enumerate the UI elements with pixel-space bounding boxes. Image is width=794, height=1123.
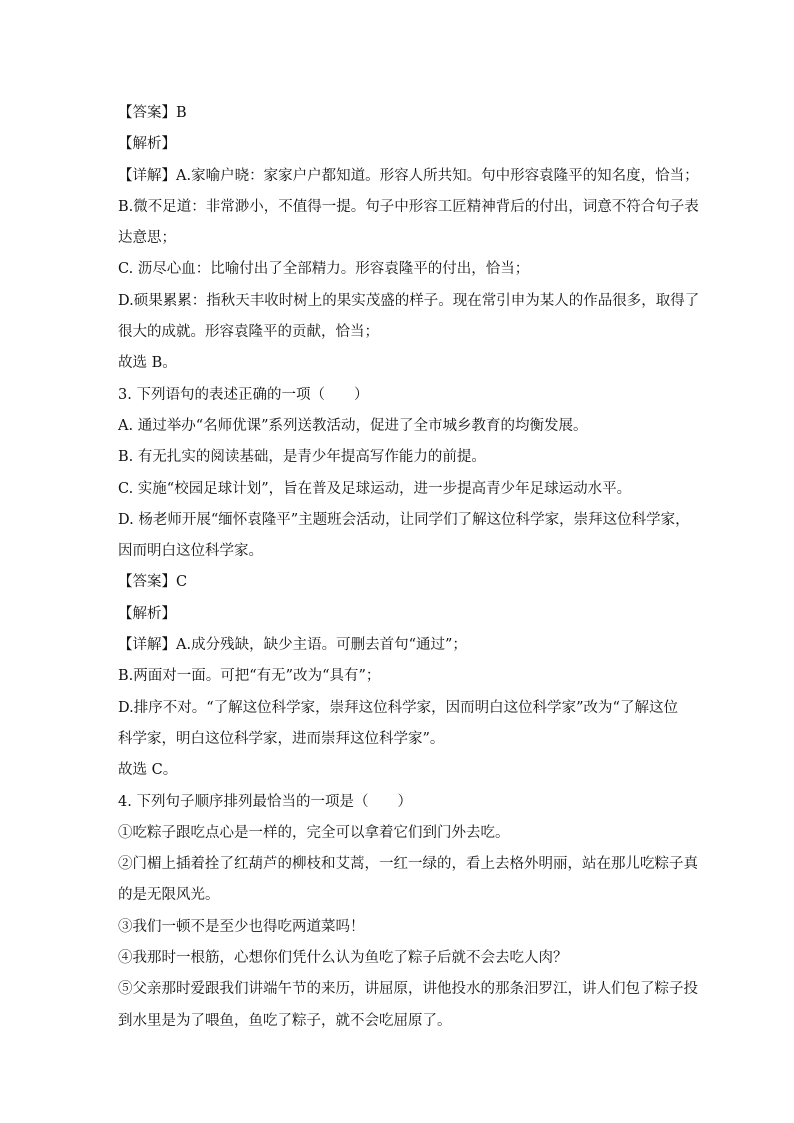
question-4-stem: 4. 下列句子顺序排列最恰当的一项是（ ） — [118, 793, 412, 810]
detail-line: C. 沥尽心血：比喻付出了全部精力。形容袁隆平的付出，恰当； — [118, 261, 530, 278]
sentence-line: 到水里是为了喂鱼，鱼吃了粽子，就不会吃屈原了。 — [118, 1012, 452, 1029]
option-line: A. 通过举办“名师优课”系列送教活动，促进了全市城乡教育的均衡发展。 — [118, 417, 588, 434]
detail-line: B.两面对一面。可把“有无”改为“具有”； — [118, 668, 381, 685]
detail-line: D.排序不对。“了解这位科学家，崇拜这位科学家，因而明白这位科学家”改为“了解这位 — [118, 699, 678, 716]
option-line: B. 有无扎实的阅读基础，是青少年提高写作能力的前提。 — [118, 449, 486, 466]
answer-line-q2: 【答案】B — [118, 105, 187, 121]
conclusion-line: 故选 B。 — [118, 355, 177, 372]
option-line: 因而明白这位科学家。 — [118, 543, 263, 560]
sentence-line: ④我那时一根筋，心想你们凭什么认为鱼吃了粽子后就不会去吃人肉？ — [118, 950, 568, 967]
sentence-line: ⑤父亲那时爱跟我们讲端午节的来历，讲屈原，讲他投水的那条汨罗江，讲人们包了粽子投 — [118, 981, 698, 998]
question-3-stem: 3. 下列语句的表述正确的一项（ ） — [118, 386, 369, 403]
detail-line: D.硕果累累：指秋天丰收时树上的果实茂盛的样子。现在常引申为某人的作品很多，取得了 — [118, 292, 700, 309]
sentence-line: ①吃粽子跟吃点心是一样的，完全可以拿着它们到门外去吃。 — [118, 824, 510, 841]
conclusion-line: 故选 C。 — [118, 762, 178, 779]
document-page — [118, 98, 700, 1037]
detail-line: 很大的成就。形容袁隆平的贡献，恰当； — [118, 324, 379, 341]
sentence-line: ③我们一顿不是至少也得吃两道菜吗！ — [118, 918, 365, 935]
option-line: C. 实施“校园足球计划”，旨在普及足球运动，进一步提高青少年足球运动水平。 — [118, 480, 632, 497]
sentence-line: 的是无限风光。 — [118, 887, 220, 904]
sentence-line: ②门楣上插着拴了红葫芦的柳枝和艾蒿，一红一绿的，看上去格外明丽，站在那儿吃粽子真 — [118, 856, 698, 873]
detail-line: 【详解】A.成分残缺，缺少主语。可删去首句“通过”； — [118, 637, 467, 654]
detail-line: 达意思； — [118, 230, 176, 247]
answer-line-q3: 【答案】C — [118, 574, 188, 591]
analysis-heading-q3: 【解析】 — [118, 605, 176, 622]
detail-line: B.微不足道：非常渺小，不值得一提。句子中形容工匠精神背后的付出，词意不符合句子表 — [118, 198, 699, 215]
option-line: D. 杨老师开展“缅怀袁隆平”主题班会活动，让同学们了解这位科学家，崇拜这位科学家， — [118, 511, 690, 528]
detail-line: 科学家，明白这位科学家，进而崇拜这位科学家”。 — [118, 730, 445, 747]
detail-line: 【详解】A.家喻户晓：家家户户都知道。形容人所共知。句中形容袁隆平的知名度，恰当； — [118, 167, 699, 184]
analysis-heading-q2: 【解析】 — [118, 136, 176, 153]
